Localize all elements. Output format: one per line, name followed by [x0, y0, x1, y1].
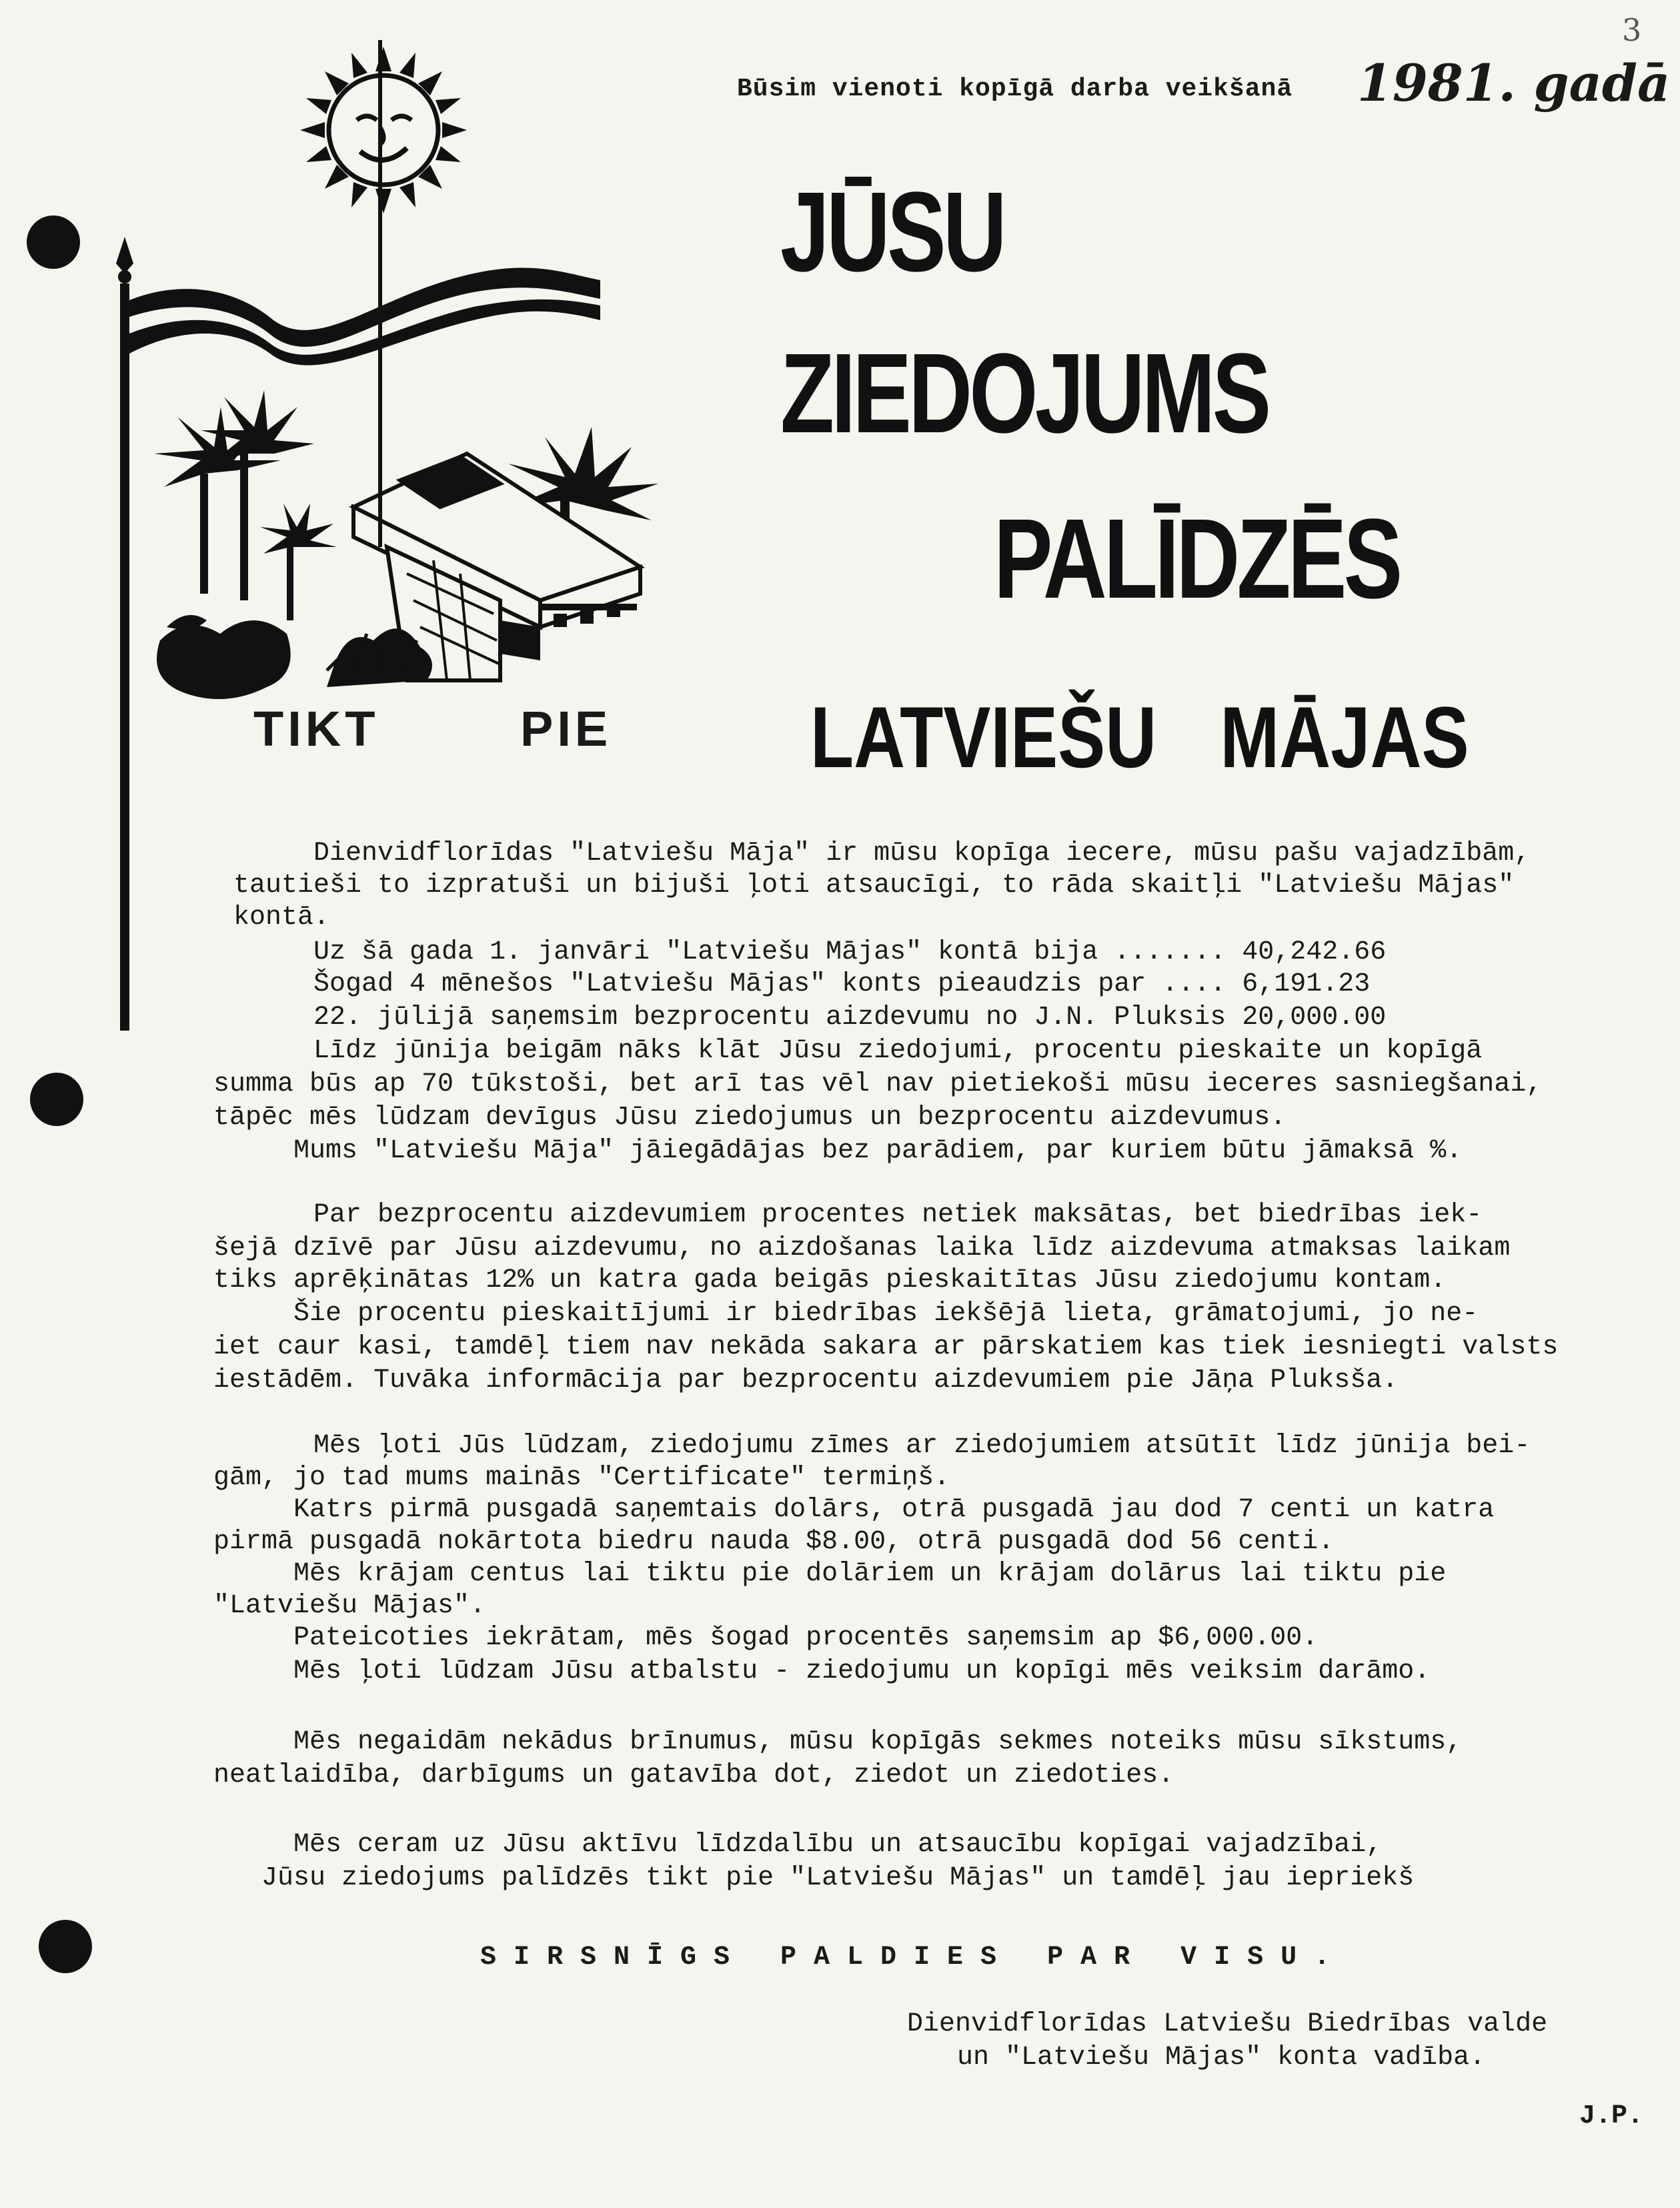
body-line: Pateicoties iekrātam, mēs šogad procentēs saņemsim ap $6,000.00. — [213, 1623, 1319, 1653]
headline-pie: PIE — [520, 701, 612, 756]
body-line: Katrs pirmā pusgadā saņemtais dolārs, otrā pusgadā jau dod 7 centi un katra — [213, 1495, 1495, 1525]
body-line: tautieši to izpratuši un bijuši ļoti atsaucīgi, to rāda skaitļi "Latviešu Mājas" — [233, 871, 1515, 901]
body-line: Par bezprocentu aizdevumiem procentes netiek maksātas, bet biedrības iek- — [233, 1200, 1483, 1230]
body-line: Mēs krājam centus lai tiktu pie dolāriem un krājam dolārus lai tiktu pie — [213, 1559, 1447, 1589]
punch-hole-middle — [30, 1073, 83, 1126]
body-line: 22. jūlijā saņemsim bezprocentu aizdevumu no J.N. Pluksis 20,000.00 — [233, 1003, 1387, 1033]
sun-icon — [300, 47, 467, 213]
body-line: pirmā pusgadā nokārtota biedru nauda $8.00, otrā pusgadā dod 56 centi. — [213, 1527, 1335, 1557]
punch-hole-top — [27, 215, 80, 269]
body-line: "Latviešu Mājas". — [213, 1591, 486, 1621]
body-line: gām, jo tad mums mainās "Certificate" termiņš. — [213, 1463, 950, 1493]
body-line: Mēs ļoti lūdzam Jūsu atbalstu - ziedojumu un kopīgi mēs veiksim darāmo. — [213, 1656, 1431, 1686]
body-line: Šogad 4 mēnešos "Latviešu Mājas" konts pieaudzis par .... 6,191.23 — [233, 969, 1371, 999]
illustration — [100, 40, 667, 1054]
thanks-line: SIRSNĪGS PALDIES PAR VISU. — [480, 1943, 1348, 1973]
body-line: Mēs ceram uz Jūsu aktīvu līdzdalību un atsaucību kopīgai vajadzībai, — [213, 1830, 1383, 1860]
motto-line: Būsim vienoti kopīgā darba veikšanā — [737, 75, 1293, 103]
body-line: neatlaidība, darbīgums un gatavība dot, ziedot un ziedoties. — [213, 1760, 1174, 1790]
body-line: tiks aprēķinātas 12% un katra gada beigās pieskaitītas Jūsu ziedojumu kontam. — [213, 1265, 1447, 1295]
punch-hole-bottom — [39, 1920, 92, 1973]
body-line: Mēs negaidām nekādus brīnumus, mūsu kopīgās sekmes noteiks mūsu sīkstums, — [213, 1727, 1463, 1757]
headline-line-3: PALĪDZĒS — [994, 496, 1400, 622]
handwritten-year: 1981. gadā — [1357, 53, 1671, 113]
body-line: Dienvidflorīdas "Latviešu Māja" ir mūsu kopīga iecere, mūsu pašu vajadzībām, — [233, 839, 1531, 869]
body-line: summa būs ap 70 tūkstoši, bet arī tas vēl nav pietiekoši mūsu ieceres sasniegšanai, — [213, 1069, 1543, 1099]
signature-line-1: Dienvidflorīdas Latviešu Biedrības valde — [907, 2009, 1548, 2039]
corner-page-number: 3 — [1622, 12, 1642, 48]
headline-line-2: ZIEDOJUMS — [780, 330, 1269, 457]
body-line: Jūsu ziedojums palīdzēs tikt pie "Latviešu Mājas" un tamdēļ jau iepriekš — [213, 1863, 1415, 1893]
body-line: kontā. — [233, 903, 330, 933]
headline-tikt: TIKT — [253, 701, 379, 756]
body-line: iet caur kasi, tamdēļ tiem nav nekāda sakara ar pārskatiem kas tiek iesniegti valsts — [213, 1332, 1559, 1362]
headline-line-4: LATVIEŠU MĀJAS — [810, 688, 1469, 786]
signature-line-2: un "Latviešu Mājas" konta vadība. — [957, 2043, 1486, 2073]
body-line: šejā dzīvē par Jūsu aizdevumu, no aizdošanas laika līdz aizdevuma atmaksas laikam — [213, 1233, 1511, 1263]
body-line: iestādēm. Tuvāka informācija par bezprocentu aizdevumiem pie Jāņa Pluksša. — [213, 1365, 1399, 1396]
body-line: tāpēc mēs lūdzam devīgus Jūsu ziedojumus un bezprocentu aizdevumus. — [213, 1103, 1287, 1133]
body-line: Mums "Latviešu Māja" jāiegādājas bez parādiem, par kuriem būtu jāmaksā %. — [213, 1136, 1463, 1166]
body-line: Šie procentu pieskaitījumi ir biedrības iekšējā lieta, grāmatojumi, jo ne- — [213, 1299, 1479, 1329]
body-line: Mēs ļoti Jūs lūdzam, ziedojumu zīmes ar ziedojumiem atsūtīt līdz jūnija bei- — [233, 1431, 1531, 1461]
body-line: Uz šā gada 1. janvāri "Latviešu Mājas" kontā bija ....... 40,242.66 — [233, 937, 1387, 967]
body-line: Līdz jūnija beigām nāks klāt Jūsu ziedojumi, procentu pieskaite un kopīgā — [233, 1036, 1483, 1066]
headline-line-1: JŪSU — [780, 169, 1004, 296]
palm-tree-icon — [154, 390, 337, 699]
author-initials: J.P. — [1579, 2101, 1644, 2131]
